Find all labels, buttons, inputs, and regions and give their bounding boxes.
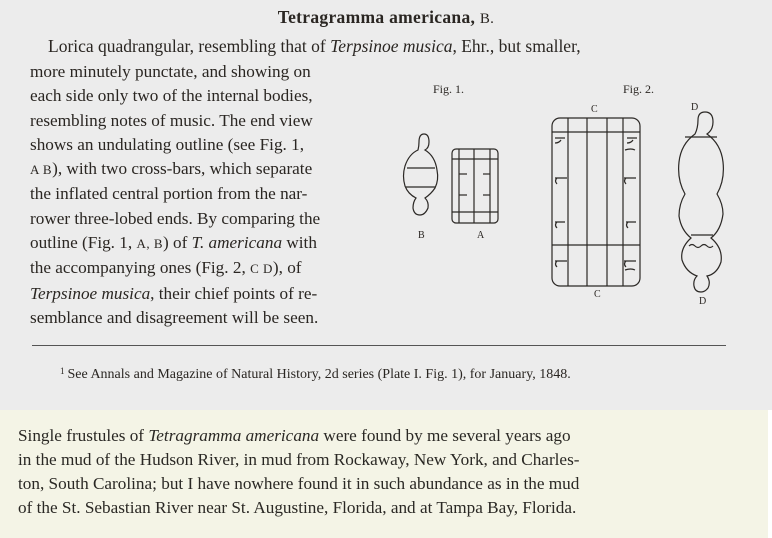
footnote-marker: 1 <box>60 366 65 376</box>
text-run: rower three-lobed ends. By comparing the <box>30 208 321 228</box>
text-line <box>30 182 320 206</box>
fig2-label-d-top: D <box>691 102 699 113</box>
italic-text: Terpsinoe musica <box>30 283 151 303</box>
italic-text: T. americana <box>191 233 283 253</box>
small-caps-text: A B <box>30 162 53 178</box>
species-name: Tetragramma americana, <box>277 7 476 27</box>
footnote <box>60 366 571 383</box>
text-run: outline (Fig. 1, <box>30 233 137 253</box>
text-run: shows an undulating outline (see Fig. 1, <box>30 134 305 154</box>
text-run: the inflated central portion from the nar- <box>30 184 308 204</box>
text-run: with <box>282 233 317 253</box>
fig2-caption: Fig. 2. <box>623 82 655 96</box>
small-caps-text: A, B <box>136 236 164 252</box>
diatom-illustrations <box>395 70 772 320</box>
fig2-label-c-top: C <box>591 104 598 115</box>
text-line <box>30 306 320 330</box>
text-run: Lorica quadrangular, resembling that of <box>48 36 331 56</box>
fig1-label-a: A <box>477 230 485 241</box>
species-heading <box>0 7 772 28</box>
fig2-d-striation <box>689 245 713 248</box>
text-line <box>30 231 320 256</box>
text-run: ), with two cross-bars, which separate <box>52 159 313 179</box>
fig1-b-end-view-outline <box>404 134 438 215</box>
text-run: were found by me several years ago <box>319 426 571 445</box>
text-line <box>30 60 320 84</box>
text-line <box>18 448 579 472</box>
text-run: in the mud of the Hudson River, in mud from Rockaway, New York, and Charles- <box>18 450 580 469</box>
text-run: of the St. Sebastian River near St. Augustine, Florida, and at Tampa Bay, Florida. <box>18 498 577 517</box>
text-run: resembling notes of music. The end view <box>30 110 313 130</box>
description-first-line <box>48 36 764 57</box>
fig1-caption: Fig. 1. <box>433 82 465 96</box>
text-line <box>30 133 320 157</box>
fig2-c-note-bodies <box>555 138 637 270</box>
text-run: ) of <box>163 233 192 253</box>
small-caps-text: C D <box>250 261 273 277</box>
text-run: the accompanying ones (Fig. 2, <box>30 258 251 278</box>
italic-text: Tetragramma americana <box>148 426 320 445</box>
text-line <box>18 472 579 496</box>
text-run: ton, South Carolina; but I have nowhere found it in such abundance as in the mud <box>18 474 580 493</box>
fig2-d-end-view-outline <box>679 112 724 292</box>
text-line <box>18 424 579 448</box>
text-line <box>30 109 320 133</box>
text-line <box>30 256 320 281</box>
text-run: semblance and disagreement will be seen. <box>30 307 319 327</box>
footnote-rule <box>32 345 726 346</box>
text-run: each side only two of the internal bodies, <box>30 86 313 106</box>
text-line <box>30 157 320 182</box>
text-line <box>18 496 579 520</box>
text-run: , their chief points of re- <box>150 283 318 303</box>
text-run: more minutely punctate, and showing on <box>30 62 311 81</box>
footnote-text: See Annals and Magazine of Natural History, 2d series (Plate I. Fig. 1), for January, 1848. <box>67 367 571 382</box>
excerpt-paragraph <box>18 424 579 520</box>
text-line <box>30 282 320 306</box>
figure-panel <box>395 70 772 320</box>
fig2-label-c-bottom: C <box>594 289 601 300</box>
text-run: Single frustules of <box>18 426 149 445</box>
italic-text: Terpsinoe musica <box>330 36 453 56</box>
text-run: ), of <box>272 258 302 278</box>
text-line <box>30 84 320 108</box>
species-author: B. <box>479 11 495 27</box>
text-run: , Ehr., but smaller, <box>452 36 581 56</box>
description-paragraph <box>30 60 320 330</box>
fig1-label-b: B <box>418 230 425 241</box>
text-line <box>30 207 320 231</box>
fig2-label-d-bottom: D <box>699 296 707 307</box>
